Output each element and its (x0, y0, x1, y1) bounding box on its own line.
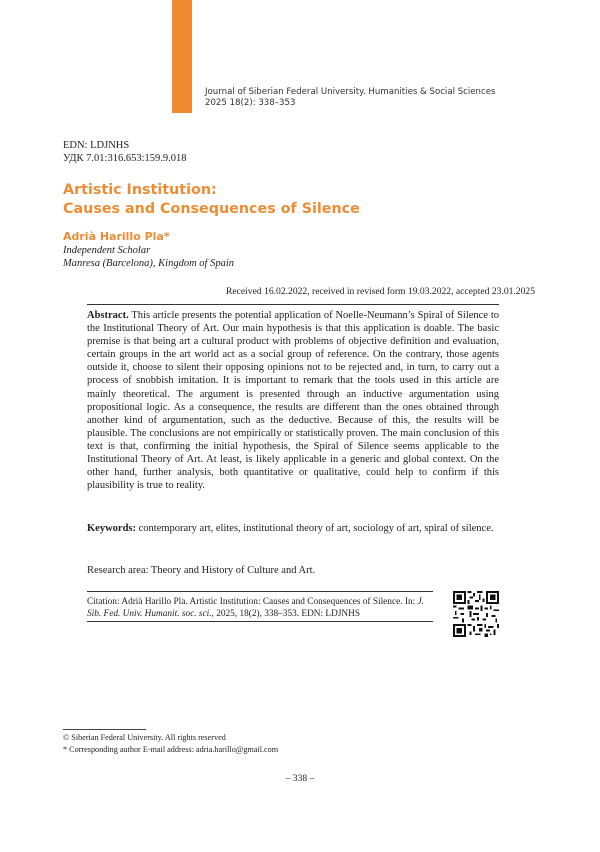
abstract-text: This article presents the potential application of Noelle-Neumann’s Spiral of Silence to the Institutional Theory of Art. Our main hypothesis is that this application is doable. The basic premise is that being art a cultural product with problems of objective definition and evaluation, certain groups in the art world act as a social group of reference. On the contrary, those agents outside it, choose to silent their opposing opinions not to be rejected and, in turn, to carry out a process of snobbish imitation. It is important to remark that the tools used in this article are mainly theoretical. The argument is presented through an inductive argumentation using propositional logic. As a consequence, the results are different than the ones obtained through another kind of argumentation, such as the deductive. Because of this, the results will be plausible. The conclusions are not empirically or statistically proven. The main conclusion of this text is that, confirming the initial hypothesis, the Spiral of Silence seems applicable to the Institutional Theory of Art. At least, is likely applicable in a generic and global context. On the other hand, further analysis, both quantitative or qualitative, could help to confirm if this plausibility is true to reality. (87, 310, 500, 492)
citation-prefix: Citation: Adrià Harillo Pla. Artistic Institution: Causes and Consequences of Silence. In: (87, 597, 416, 607)
copyright-note: © Siberian Federal University. All rights reserved (63, 733, 226, 742)
footnotes (63, 732, 278, 756)
title-line-1: Artistic Institution: (63, 182, 217, 198)
author-affiliation: Independent Scholar (63, 245, 151, 256)
received-dates: Received 16.02.2022, received in revised form 19.03.2022, accepted 23.01.2025 (225, 286, 535, 297)
abstract-label: Abstract. (87, 310, 129, 321)
article-title (63, 181, 533, 218)
citation-top-rule (87, 591, 433, 592)
footnote-rule (63, 729, 146, 730)
citation-block (87, 596, 433, 620)
abstract-top-rule (87, 304, 499, 305)
journal-title: Journal of Siberian Federal University. Humanities & Social Sciences (205, 87, 496, 97)
keywords (87, 522, 499, 535)
citation-bottom-rule (87, 621, 433, 622)
edn-code: EDN: LDJNHS (63, 140, 130, 151)
page-number: – 338 – (285, 773, 315, 784)
abstract (87, 309, 499, 492)
keywords-label: Keywords: (87, 523, 136, 534)
journal-issue: 2025 18(2): 338–353 (205, 98, 296, 108)
header-accent-bar (172, 0, 192, 113)
title-line-2: Causes and Consequences of Silence (63, 200, 360, 217)
keywords-text: contemporary art, elites, institutional theory of art, sociology of art, spiral of silence. (138, 523, 494, 534)
citation-journal: J. Sib. Fed. Univ. Humanit. soc. sci. (87, 597, 424, 619)
research-area: Research area: Theory and History of Culture and Art. (87, 565, 316, 576)
author-location: Manresa (Barcelona), Kingdom of Spain (63, 258, 234, 269)
udk-code: УДК 7.01:316.653:159.9.018 (63, 153, 187, 164)
author-name: Adrià Harillo Pla* (63, 230, 170, 243)
identifiers (63, 139, 187, 165)
author-block (63, 229, 234, 270)
journal-header (205, 87, 545, 109)
citation-suffix: , 2025, 18(2), 338–353. EDN: LDJNHS (211, 609, 361, 619)
qr-code-icon[interactable] (453, 591, 499, 637)
corresponding-author-note: * Corresponding author E-mail address: adria.harillo@gmail.com (63, 745, 279, 754)
